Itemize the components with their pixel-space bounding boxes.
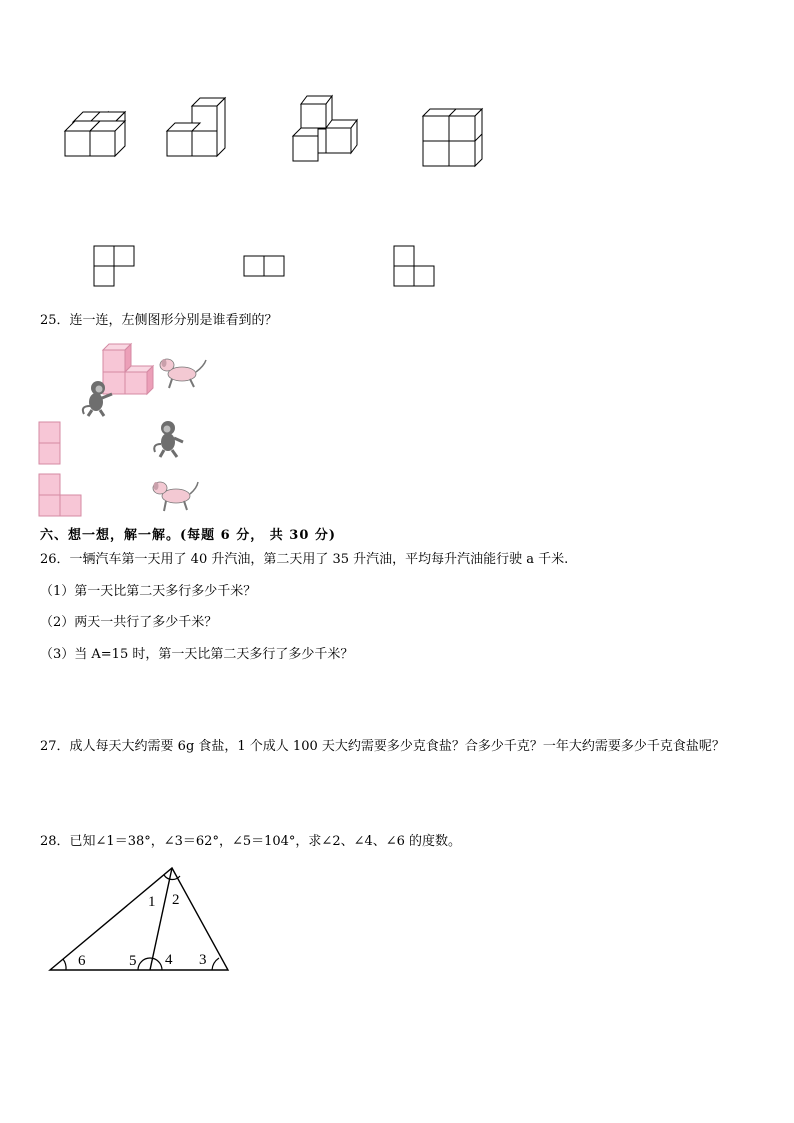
pink-cube-stack (103, 344, 153, 394)
triangle-figure (44, 862, 240, 978)
question-26: 26．一辆汽车第一天用了 40 升汽油，第二天用了 35 升汽油，平均每升汽油能行驶 a 千米. (40, 552, 569, 567)
angle-label-1: 1 (148, 894, 156, 910)
view-1 (94, 246, 134, 286)
solid-4 (423, 109, 482, 166)
section-heading: 六、想一想，解一解。(每题 6 分， 共 30 分) (40, 528, 337, 543)
angle-label-2: 2 (172, 892, 180, 908)
views-row (90, 240, 450, 290)
solid-3 (293, 96, 357, 161)
angle-arc-3 (212, 958, 219, 970)
solid-1 (65, 112, 125, 156)
question-26-part-3: （3）当 A=15 时，第一天比第二天多行了多少千米？ (40, 647, 354, 662)
question-25: 25．连一连，左侧图形分别是谁看到的？ (40, 313, 278, 328)
angle-arc-6 (63, 959, 66, 970)
view-l-shape (39, 474, 81, 516)
angle-label-4: 4 (165, 952, 173, 968)
monkey-icon (154, 421, 183, 457)
question-27: 27．成人每天大约需要 6g 食盐，1 个成人 100 天大约需要多少克食盐？合多少千克？一年大约需要多少千克食盐呢？ (40, 739, 725, 754)
view-vertical-two (39, 422, 60, 464)
solids-row (60, 90, 500, 180)
question-28: 28．已知∠1＝38°，∠3＝62°，∠5＝104°，求∠2、∠4、∠6 的度数。 (40, 834, 462, 849)
angle-label-3: 3 (199, 952, 207, 968)
dog-icon (153, 482, 198, 511)
q25-figure (36, 340, 236, 520)
question-26-part-2: （2）两天一共行了多少千米？ (40, 615, 218, 630)
view-2 (244, 256, 284, 276)
view-3 (394, 246, 434, 286)
solid-2 (167, 98, 225, 156)
angle-label-6: 6 (78, 953, 86, 969)
question-26-part-1: （1）第一天比第二天多行多少千米？ (40, 584, 257, 599)
angle-label-5: 5 (129, 953, 137, 969)
dog-icon (160, 359, 206, 388)
